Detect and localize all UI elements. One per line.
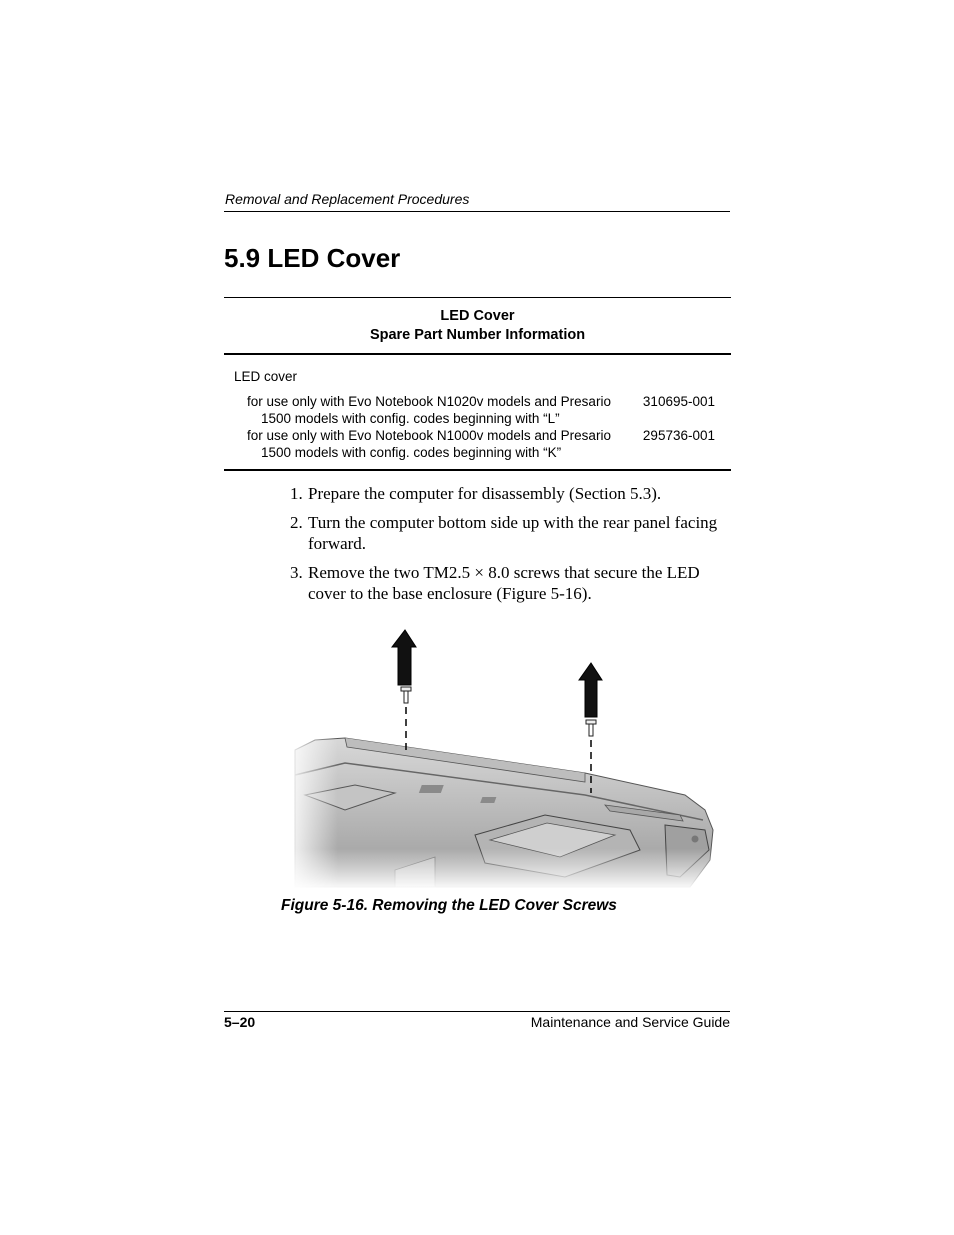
table-subtitle: Spare Part Number Information	[369, 327, 586, 343]
part-number: 295736-001	[642, 428, 715, 443]
table-group-label: LED cover	[234, 369, 298, 384]
table-body	[224, 355, 731, 469]
footer-rule	[224, 1011, 730, 1012]
table-row	[224, 393, 731, 427]
up-arrow-icon	[392, 630, 416, 685]
part-description-line: for use only with Evo Notebook N1000v models and Presario	[247, 428, 611, 443]
section-title: 5.9 LED Cover	[224, 243, 401, 273]
base-enclosure	[285, 725, 725, 890]
part-description	[224, 393, 642, 427]
procedure-step	[290, 512, 730, 554]
procedure-step	[290, 483, 730, 504]
part-description-line: for use only with Evo Notebook N1020v models and Presario	[247, 394, 611, 409]
table-row	[224, 427, 731, 461]
procedure-step	[290, 562, 730, 604]
part-description-line: 1500 models with config. codes beginning with “K”	[261, 445, 562, 460]
up-arrow-icon	[579, 663, 602, 717]
spare-part-table	[224, 297, 731, 471]
led-cover-screws-illustration	[285, 625, 725, 890]
part-description-line: 1500 models with config. codes beginning with “L”	[261, 411, 560, 426]
page-number: 5–20	[224, 1014, 256, 1030]
part-number: 310695-001	[642, 394, 715, 409]
step-text: Turn the computer bottom side up with the rear panel facing forward.	[308, 513, 718, 553]
table-title: LED Cover	[440, 308, 515, 324]
running-header: Removal and Replacement Procedures	[225, 191, 470, 207]
step-text: Remove the two TM2.5 × 8.0 screws that secure the LED cover to the base enclosure (Figure 5-16).	[308, 563, 700, 603]
step-text: Prepare the computer for disassembly (Section 5.3).	[308, 484, 662, 503]
step-number: 3.	[290, 563, 303, 582]
procedure-steps	[290, 483, 730, 612]
header-rule	[224, 211, 730, 212]
step-number: 1.	[290, 484, 303, 503]
table-bottom-rule	[224, 469, 731, 471]
part-description	[224, 427, 642, 461]
table-header	[224, 298, 731, 353]
step-number: 2.	[290, 513, 303, 532]
figure-caption: Figure 5-16. Removing the LED Cover Screws	[281, 897, 617, 914]
screw-icon	[401, 687, 411, 703]
guide-title: Maintenance and Service Guide	[530, 1014, 730, 1030]
